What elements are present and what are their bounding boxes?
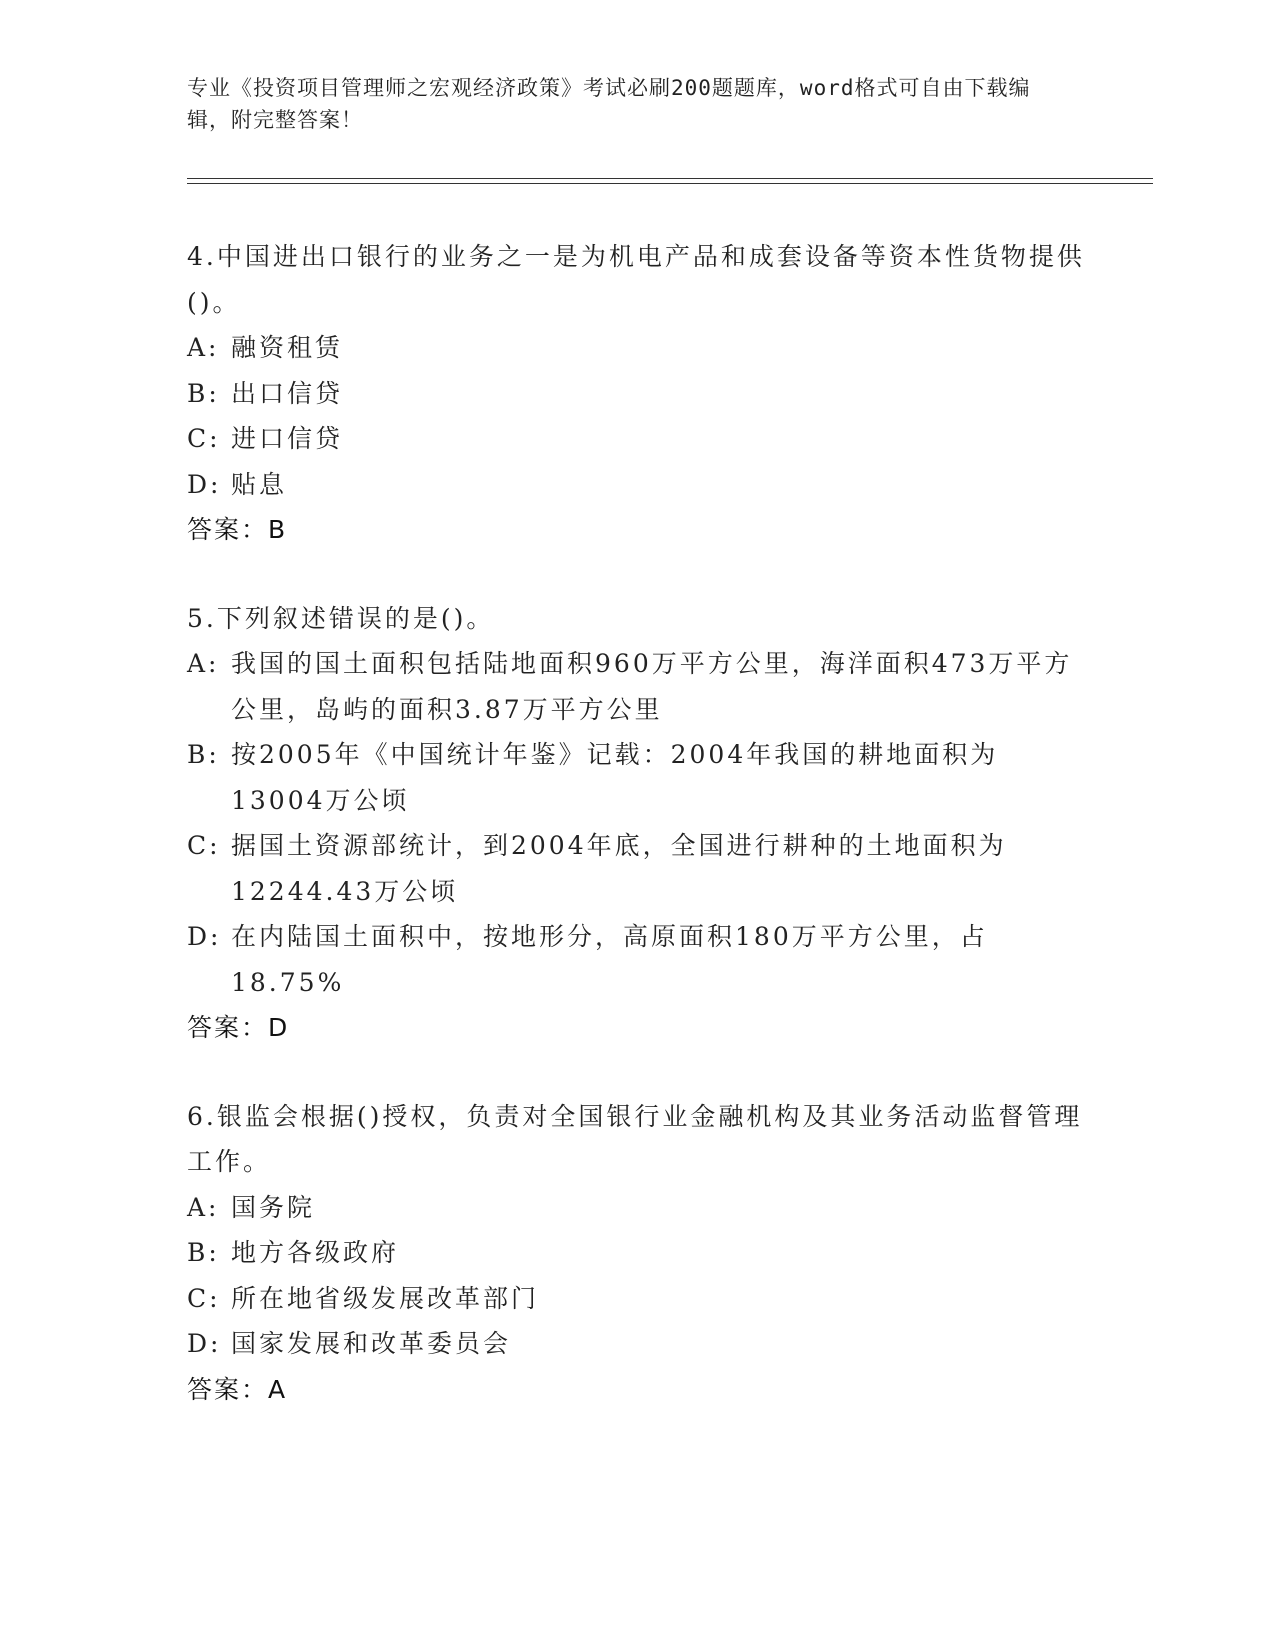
option-key: D: [187, 469, 222, 499]
option-c [187, 1276, 1087, 1322]
option-text: 所在地省级发展改革部门 [231, 1283, 540, 1313]
option-key: C: [187, 424, 221, 453]
document-header: 专业《投资项目管理师之宏观经济政策》考试必刷200题题库，word格式可自由下载编辑，附完整答案！ [187, 76, 1031, 132]
question-stem: 4.中国进出口银行的业务之一是为机电产品和成套设备等资本性货物提供()。 [187, 242, 1085, 317]
option-text: 按2005年《中国统计年鉴》记载：2004年我国的耕地面积为13004万公顷 [231, 740, 999, 815]
option-a [187, 325, 1087, 371]
option-key: B: [187, 378, 220, 408]
option-key: B: [187, 740, 220, 769]
option-key: A: [187, 1192, 220, 1222]
question-5 [187, 596, 1087, 1051]
option-text: 在内陆国土面积中，按地形分，高原面积180万平方公里，占18.75% [231, 922, 988, 997]
option-key: D: [187, 1329, 222, 1358]
option-text: 贴息 [231, 469, 288, 499]
header-divider-bottom [187, 183, 1153, 184]
option-b [187, 371, 1087, 417]
option-d [187, 914, 1087, 1005]
option-text: 进口信贷 [231, 424, 344, 453]
option-key: A: [187, 333, 220, 362]
option-key: C: [187, 831, 221, 860]
option-key: B: [187, 1238, 220, 1267]
answer-label: 答案：B [187, 515, 288, 544]
option-text: 国家发展和改革委员会 [231, 1329, 512, 1358]
option-text: 出口信贷 [231, 378, 344, 408]
option-text: 地方各级政府 [231, 1238, 400, 1267]
header-divider-top [187, 178, 1153, 179]
option-key: D: [187, 922, 222, 951]
option-c [187, 416, 1087, 462]
question-4 [187, 234, 1087, 553]
answer-label: 答案：D [187, 1013, 290, 1042]
answer-label: 答案：A [187, 1374, 288, 1404]
option-text: 我国的国土面积包括陆地面积960万平方公里，海洋面积473万平方公里，岛屿的面积3.87万平方公里 [231, 649, 1073, 724]
option-a [187, 641, 1087, 732]
option-c [187, 823, 1087, 914]
question-list [187, 234, 1087, 1455]
option-a [187, 1185, 1087, 1231]
option-text: 国务院 [231, 1192, 316, 1222]
option-text: 融资租赁 [231, 333, 344, 362]
option-key: A: [187, 649, 220, 678]
option-b [187, 1230, 1087, 1276]
option-b [187, 732, 1087, 823]
question-stem: 5.下列叙述错误的是()。 [187, 603, 495, 633]
option-d [187, 462, 1087, 508]
option-d [187, 1321, 1087, 1367]
question-6 [187, 1094, 1087, 1413]
option-key: C: [187, 1283, 221, 1313]
question-stem: 6.银监会根据()授权，负责对全国银行业金融机构及其业务活动监督管理工作。 [187, 1101, 1083, 1176]
option-text: 据国土资源部统计，到2004年底，全国进行耕种的土地面积为12244.43万公顷 [231, 831, 1007, 906]
